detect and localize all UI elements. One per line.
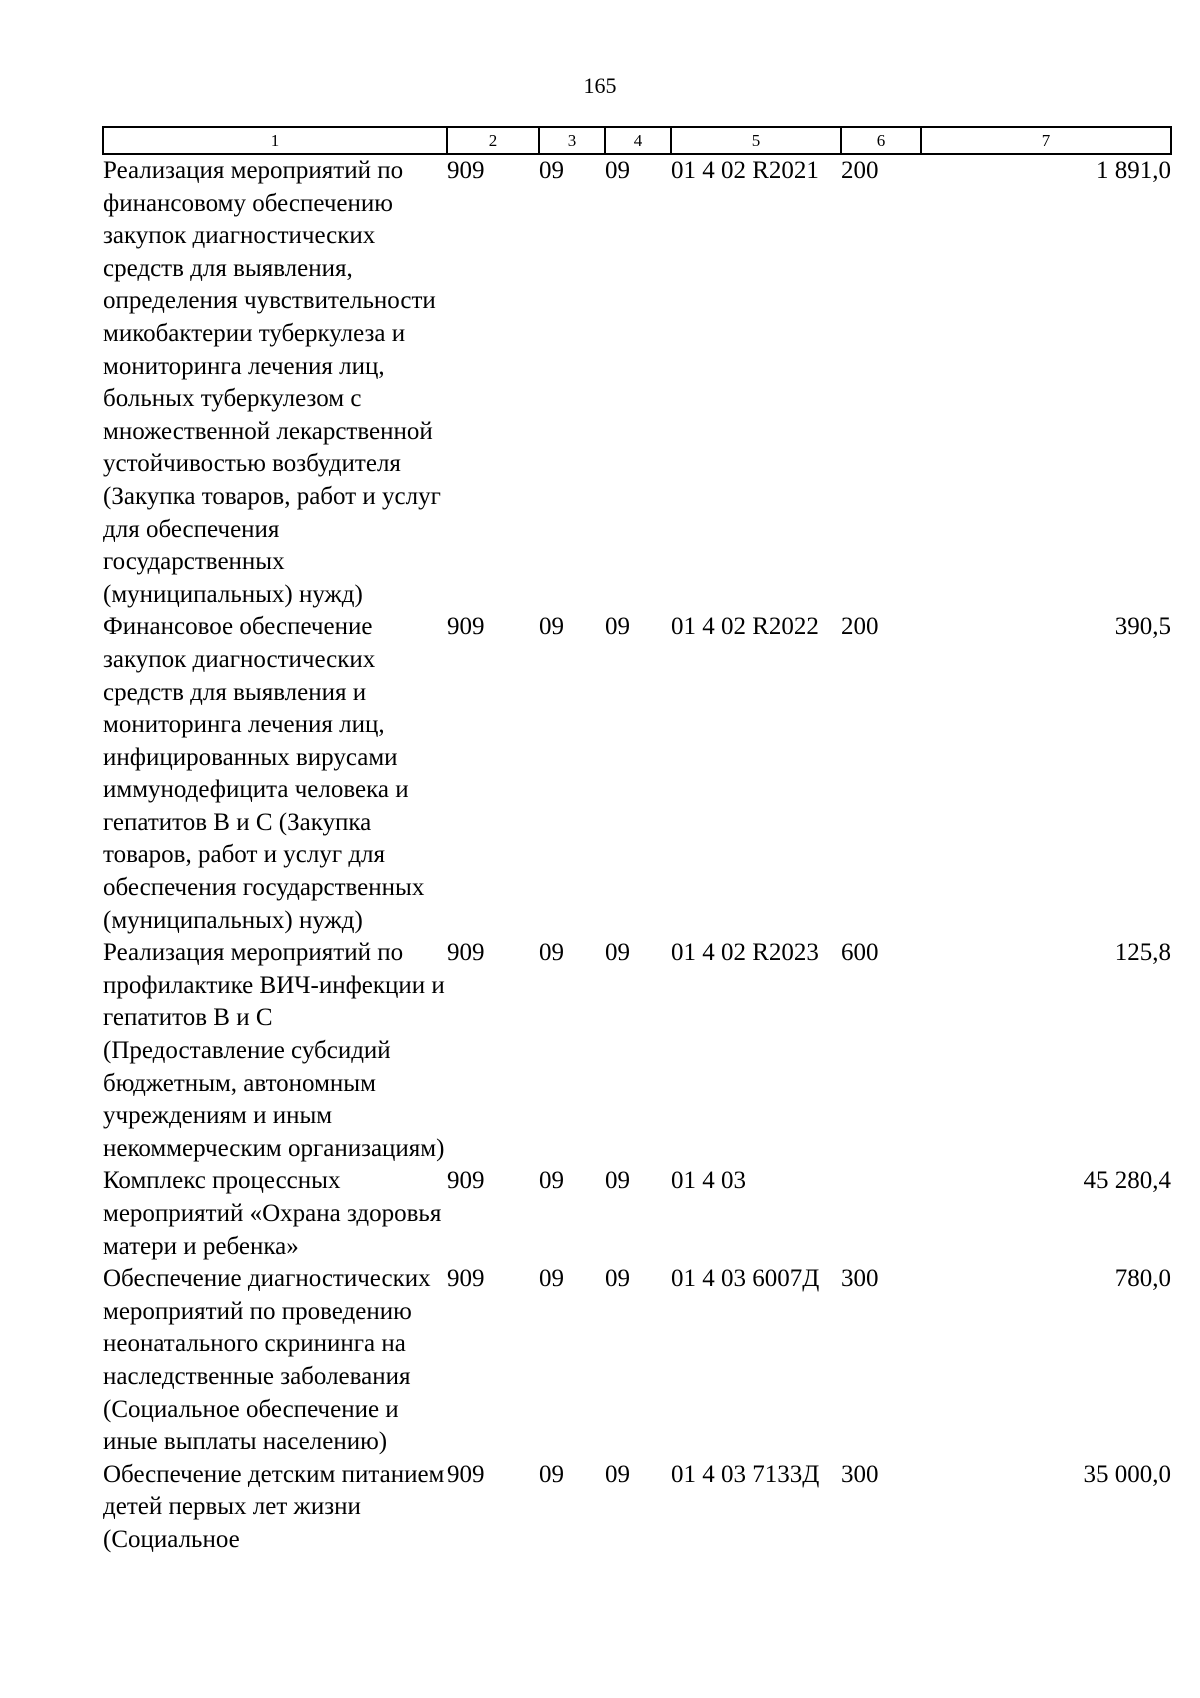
row-name: Финансовое обеспечение закупок диагностических средств для выявления и мониторинга лечения лиц, инфицированных вирусами иммунодефицита человека и гепатитов B и C (Закупка товаров, работ и услуг для обеспечения государственных (муниципальных) нужд) bbox=[103, 613, 425, 934]
amount: 45 280,4 bbox=[1083, 1167, 1171, 1195]
amount: 1 891,0 bbox=[1096, 157, 1171, 184]
expense-type-code: 300 bbox=[841, 1460, 879, 1488]
section-code: 09 bbox=[539, 1265, 564, 1293]
subsection-code: 09 bbox=[605, 157, 630, 184]
table-row bbox=[103, 1165, 1171, 1263]
amount: 390,5 bbox=[1114, 613, 1171, 641]
amount: 125,8 bbox=[1114, 939, 1171, 967]
row-name: Обеспечение диагностических мероприятий по проведению неонатального скрининга на наследственные заболевания (Социальное обеспечение и иные выплаты населению) bbox=[103, 1265, 431, 1456]
section-code: 09 bbox=[539, 939, 564, 967]
target-article-code: 01 4 03 6007Д bbox=[671, 1265, 820, 1293]
header-col-4: 4 bbox=[605, 127, 671, 154]
table-row bbox=[103, 611, 1171, 937]
ministry-code: 909 bbox=[447, 1265, 485, 1293]
ministry-code: 909 bbox=[447, 157, 485, 184]
page-number: 165 bbox=[583, 73, 617, 98]
ministry-code: 909 bbox=[447, 1167, 485, 1195]
table-row bbox=[103, 1263, 1171, 1459]
table-row bbox=[103, 937, 1171, 1165]
header-col-5: 5 bbox=[671, 127, 841, 154]
row-name: Комплекс процессных мероприятий «Охрана здоровья матери и ребенка» bbox=[103, 1167, 442, 1260]
amount: 780,0 bbox=[1114, 1265, 1171, 1293]
section-code: 09 bbox=[539, 613, 564, 641]
ministry-code: 909 bbox=[447, 613, 485, 641]
header-col-2: 2 bbox=[447, 127, 539, 154]
subsection-code: 09 bbox=[605, 939, 630, 967]
row-name: Реализация мероприятий по финансовому обеспечению закупок диагностических средств для выявления, определения чувствительности микобактерии туберкулеза и мониторинга лечения лиц, больных туберкулезом с множественной лекарственной устойчивостью возбудителя (Закупка товаров, работ и услуг для обеспечения государственных (муниципальных) нужд) bbox=[103, 157, 441, 608]
amount: 35 000,0 bbox=[1083, 1460, 1171, 1488]
expense-type-code: 200 bbox=[841, 157, 879, 184]
subsection-code: 09 bbox=[605, 1460, 630, 1488]
header-col-6: 6 bbox=[841, 127, 921, 154]
table-header-row bbox=[103, 127, 1171, 154]
target-article-code: 01 4 02 R2021 bbox=[671, 157, 819, 184]
subsection-code: 09 bbox=[605, 613, 630, 641]
table-row bbox=[103, 1459, 1171, 1557]
target-article-code: 01 4 03 7133Д bbox=[671, 1460, 820, 1488]
ministry-code: 909 bbox=[447, 1460, 485, 1488]
header-col-3: 3 bbox=[539, 127, 605, 154]
expense-type-code: 600 bbox=[841, 939, 879, 967]
ministry-code: 909 bbox=[447, 939, 485, 967]
section-code: 09 bbox=[539, 1167, 564, 1195]
target-article-code: 01 4 03 bbox=[671, 1167, 746, 1195]
row-name: Реализация мероприятий по профилактике ВИЧ-инфекции и гепатитов B и C (Предоставление субсидий бюджетным, автономным учреждениям и иным некоммерческим организациям) bbox=[103, 939, 445, 1162]
subsection-code: 09 bbox=[605, 1265, 630, 1293]
expense-type-code: 200 bbox=[841, 613, 879, 641]
section-code: 09 bbox=[539, 157, 564, 184]
row-name: Обеспечение детским питанием детей первых лет жизни (Социальное bbox=[103, 1460, 445, 1553]
section-code: 09 bbox=[539, 1460, 564, 1488]
target-article-code: 01 4 02 R2023 bbox=[671, 939, 819, 967]
header-col-1: 1 bbox=[103, 127, 447, 154]
expense-type-code bbox=[841, 1165, 921, 1263]
subsection-code: 09 bbox=[605, 1167, 630, 1195]
target-article-code: 01 4 02 R2022 bbox=[671, 613, 819, 641]
table-row bbox=[103, 154, 1171, 611]
budget-table bbox=[102, 126, 1172, 1557]
expense-type-code: 300 bbox=[841, 1265, 879, 1293]
header-col-7: 7 bbox=[921, 127, 1171, 154]
